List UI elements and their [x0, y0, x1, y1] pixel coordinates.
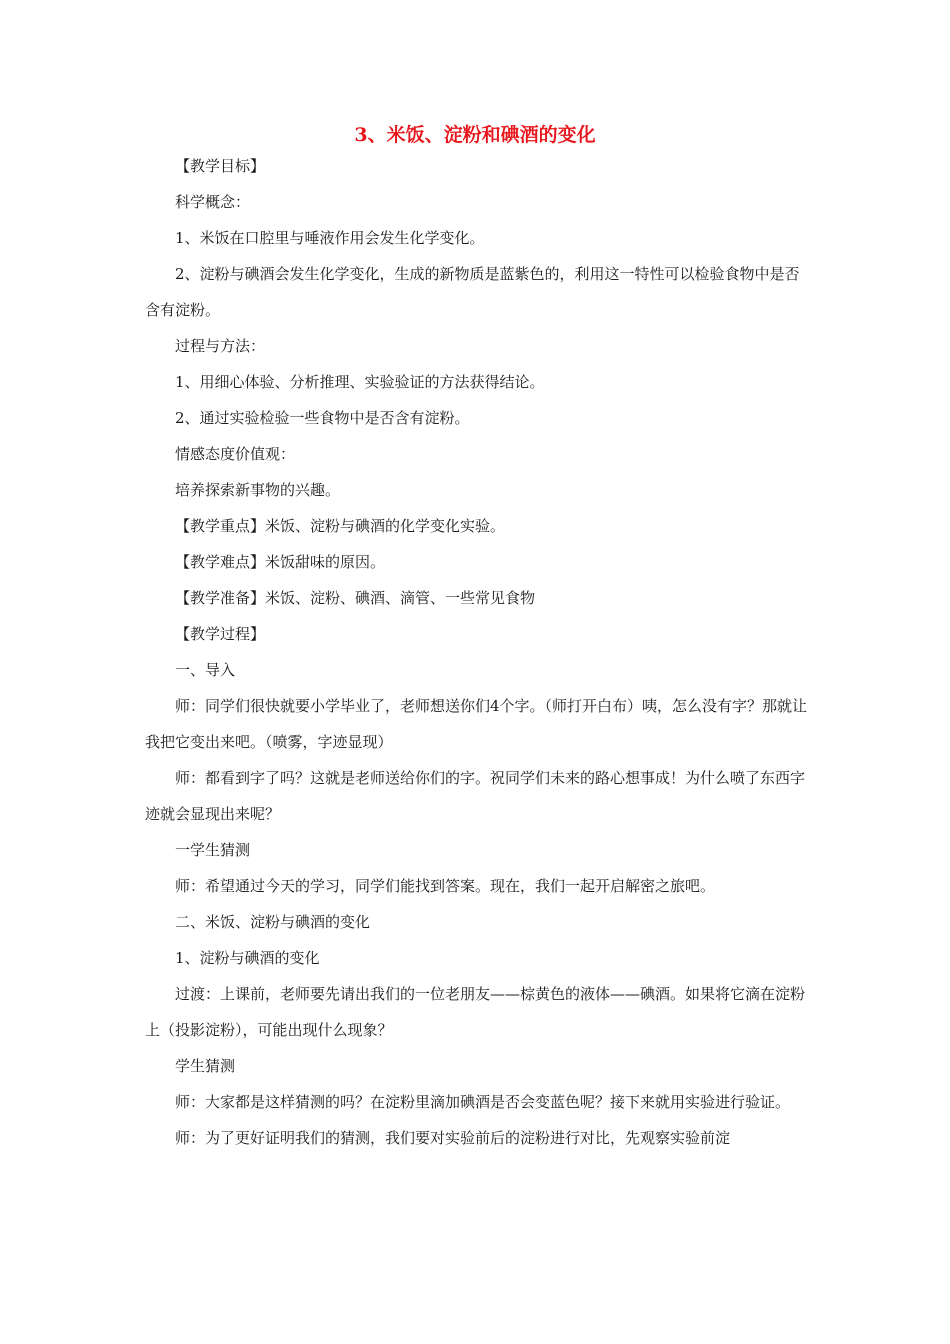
paragraph: 过渡：上课前，老师要先请出我们的一位老朋友——棕黄色的液体——碘酒。如果将它滴在淀粉上（投影淀粉），可能出现什么现象？: [145, 985, 806, 1039]
section-heading-preparation: 【教学准备】米饭、淀粉、碘酒、滴管、一些常见食物: [175, 589, 536, 607]
paragraph: 1、淀粉与碘酒的变化: [175, 949, 320, 967]
paragraph: 二、米饭、淀粉与碘酒的变化: [175, 913, 371, 931]
paragraph: 过程与方法：: [175, 337, 266, 355]
paragraph: 师：大家都是这样猜测的吗？在淀粉里滴加碘酒是否会变蓝色呢？接下来就用实验进行验证。: [175, 1093, 791, 1111]
paragraph: 2、通过实验检验一些食物中是否含有淀粉。: [175, 409, 470, 427]
paragraph: 一、导入: [175, 661, 236, 679]
section-heading-difficulties: 【教学难点】米饭甜味的原因。: [175, 553, 386, 571]
document-title: 3、米饭、淀粉和碘酒的变化: [354, 124, 596, 146]
paragraph: 师：希望通过今天的学习，同学们能找到答案。现在，我们一起开启解密之旅吧。: [175, 877, 716, 895]
document-body: [145, 148, 810, 1156]
paragraph: 师：为了更好证明我们的猜测，我们要对实验前后的淀粉进行对比，先观察实验前淀: [175, 1129, 731, 1147]
paragraph: 科学概念：: [175, 193, 251, 211]
section-heading-objectives: 【教学目标】: [175, 157, 266, 175]
paragraph: 1、米饭在口腔里与唾液作用会发生化学变化。: [175, 229, 485, 247]
paragraph: 2、淀粉与碘酒会发生化学变化，生成的新物质是蓝紫色的，利用这一特性可以检验食物中是否含有淀粉。: [145, 265, 800, 319]
paragraph: 学生猜测: [175, 1057, 236, 1075]
section-heading-process: 【教学过程】: [175, 625, 266, 643]
section-heading-key-points: 【教学重点】米饭、淀粉与碘酒的化学变化实验。: [175, 517, 506, 535]
paragraph: 1、用细心体验、分析推理、实验验证的方法获得结论。: [175, 373, 545, 391]
paragraph: 师：都看到字了吗？这就是老师送给你们的字。祝同学们未来的路心想事成！为什么喷了东西字迹就会显现出来呢？: [145, 769, 806, 823]
paragraph: 一学生猜测: [175, 841, 251, 859]
paragraph: 师：同学们很快就要小学毕业了，老师想送你们4个字。（师打开白布）咦，怎么没有字？那就让我把它变出来吧。（喷雾，字迹显现）: [145, 697, 808, 751]
paragraph: 培养探索新事物的兴趣。: [175, 481, 341, 499]
paragraph: 情感态度价值观：: [175, 445, 296, 463]
